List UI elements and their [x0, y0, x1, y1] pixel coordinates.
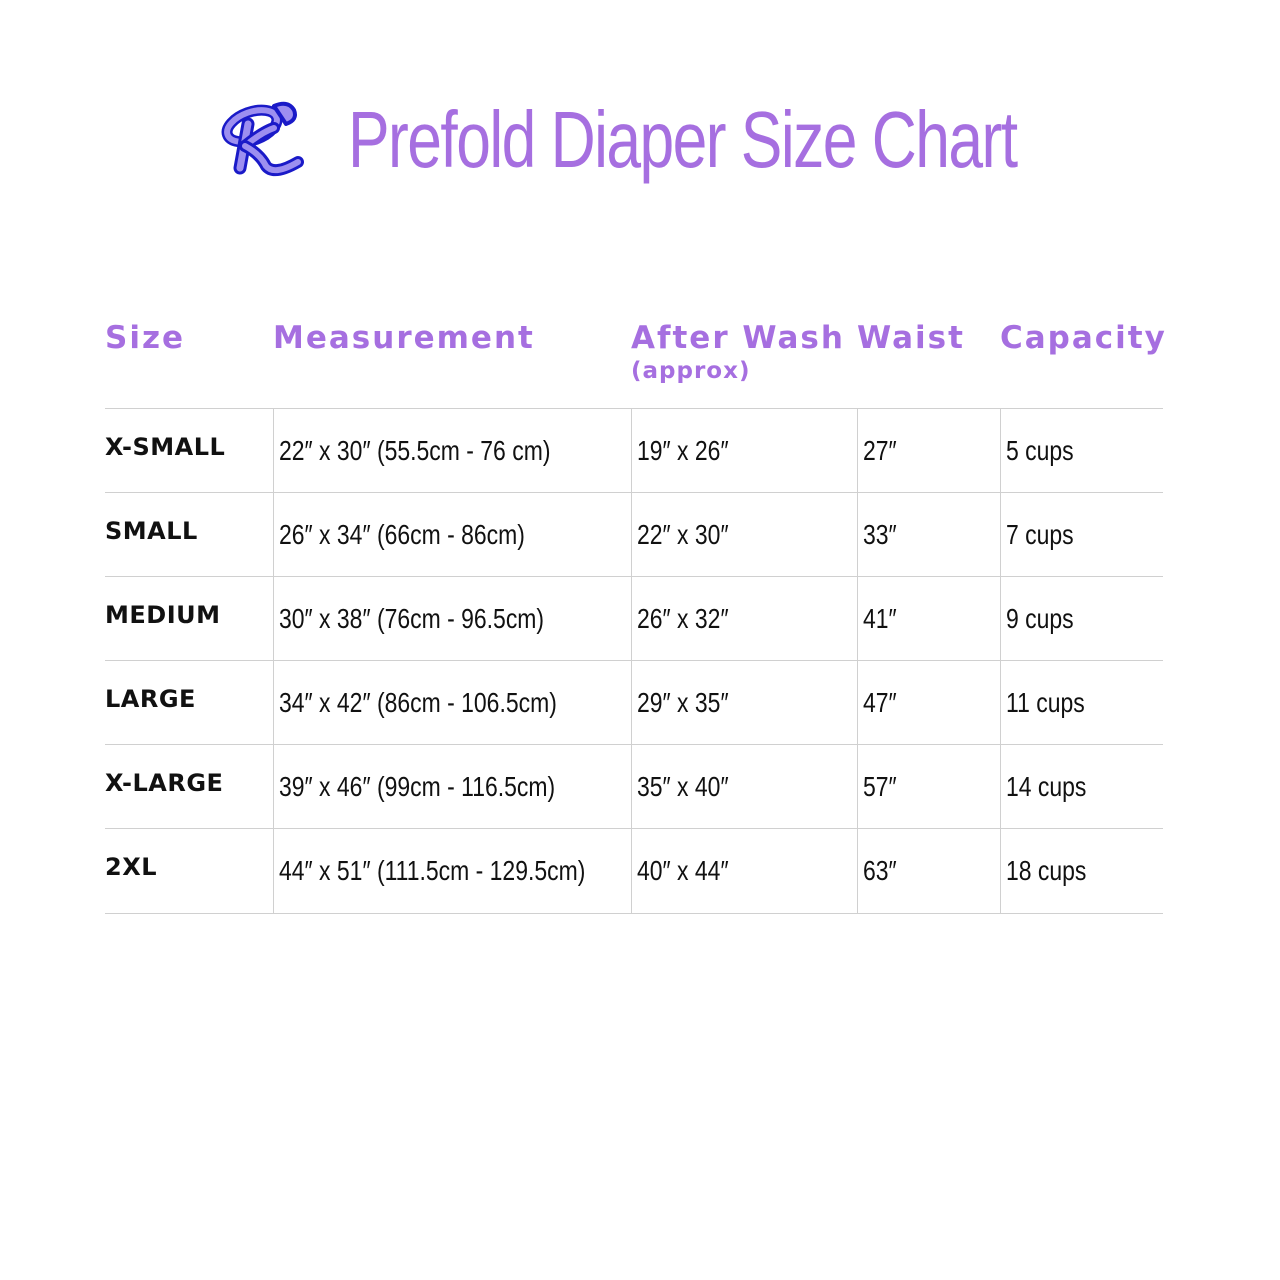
cell-capacity-text: 7 cups: [1006, 519, 1074, 550]
cell-capacity-text: 14 cups: [1006, 771, 1087, 802]
cell-after-wash-text: 40″ x 44″: [637, 855, 729, 886]
cell-size: LARGE: [105, 685, 196, 713]
cell-capacity: [1000, 745, 1163, 829]
table-row: [105, 408, 1163, 493]
table-row: [105, 492, 1163, 577]
cell-waist-text: 41″: [863, 603, 897, 634]
cell-capacity: [1000, 661, 1163, 745]
table-row: [105, 576, 1163, 661]
cell-waist: [857, 577, 1000, 661]
cell-capacity: [1000, 493, 1163, 577]
header-after-wash-label: After Wash: [631, 320, 845, 356]
cell-measurement: [273, 661, 631, 745]
cell-measurement-text: 34″ x 42″ (86cm - 106.5cm): [279, 687, 557, 718]
table-row: [105, 660, 1163, 745]
cell-size: X-LARGE: [105, 769, 224, 797]
cell-measurement-text: 30″ x 38″ (76cm - 96.5cm): [279, 603, 545, 634]
cell-capacity: [1000, 409, 1163, 493]
header-measurement: Measurement: [273, 320, 535, 356]
header-after-wash: [631, 318, 845, 384]
cell-after-wash: [631, 829, 857, 913]
cell-measurement-text: 44″ x 51″ (111.5cm - 129.5cm): [279, 855, 586, 886]
cell-after-wash-text: 29″ x 35″: [637, 687, 729, 718]
cell-capacity-text: 18 cups: [1006, 855, 1087, 886]
cell-measurement-text: 26″ x 34″ (66cm - 86cm): [279, 519, 525, 550]
cell-measurement: [273, 577, 631, 661]
header-waist: Waist: [857, 320, 965, 356]
cell-waist-text: 57″: [863, 771, 897, 802]
pin-k-logo-icon: [214, 96, 310, 180]
cell-waist: [857, 661, 1000, 745]
cell-waist: [857, 493, 1000, 577]
cell-measurement-text: 22″ x 30″ (55.5cm - 76 cm): [279, 435, 551, 466]
cell-waist-text: 63″: [863, 855, 897, 886]
header-capacity: Capacity: [1000, 320, 1167, 356]
cell-measurement: [273, 829, 631, 913]
title-row: [0, 92, 1280, 192]
page-title: Prefold Diaper Size Chart: [348, 95, 1017, 184]
table-row: [105, 744, 1163, 829]
header-after-wash-sub: (approx): [631, 358, 751, 384]
cell-size: SMALL: [105, 517, 198, 545]
cell-capacity-text: 11 cups: [1006, 687, 1085, 718]
cell-after-wash: [631, 577, 857, 661]
cell-size: MEDIUM: [105, 601, 221, 629]
cell-after-wash: [631, 661, 857, 745]
cell-measurement: [273, 745, 631, 829]
cell-capacity-text: 9 cups: [1006, 603, 1074, 634]
cell-capacity: [1000, 829, 1163, 913]
cell-waist: [857, 745, 1000, 829]
cell-size: X-SMALL: [105, 433, 226, 461]
cell-waist-text: 27″: [863, 435, 897, 466]
cell-after-wash: [631, 745, 857, 829]
cell-waist-text: 33″: [863, 519, 897, 550]
cell-waist: [857, 829, 1000, 913]
header-size: Size: [105, 320, 186, 356]
cell-waist: [857, 409, 1000, 493]
cell-after-wash: [631, 493, 857, 577]
cell-size: 2XL: [105, 853, 157, 881]
table-row: [105, 828, 1163, 914]
cell-capacity: [1000, 577, 1163, 661]
cell-waist-text: 47″: [863, 687, 897, 718]
cell-measurement-text: 39″ x 46″ (99cm - 116.5cm): [279, 771, 556, 802]
cell-after-wash-text: 26″ x 32″: [637, 603, 729, 634]
cell-after-wash-text: 19″ x 26″: [637, 435, 729, 466]
cell-after-wash-text: 35″ x 40″: [637, 771, 729, 802]
cell-measurement: [273, 409, 631, 493]
cell-after-wash: [631, 409, 857, 493]
cell-measurement: [273, 493, 631, 577]
cell-capacity-text: 5 cups: [1006, 435, 1074, 466]
cell-after-wash-text: 22″ x 30″: [637, 519, 729, 550]
